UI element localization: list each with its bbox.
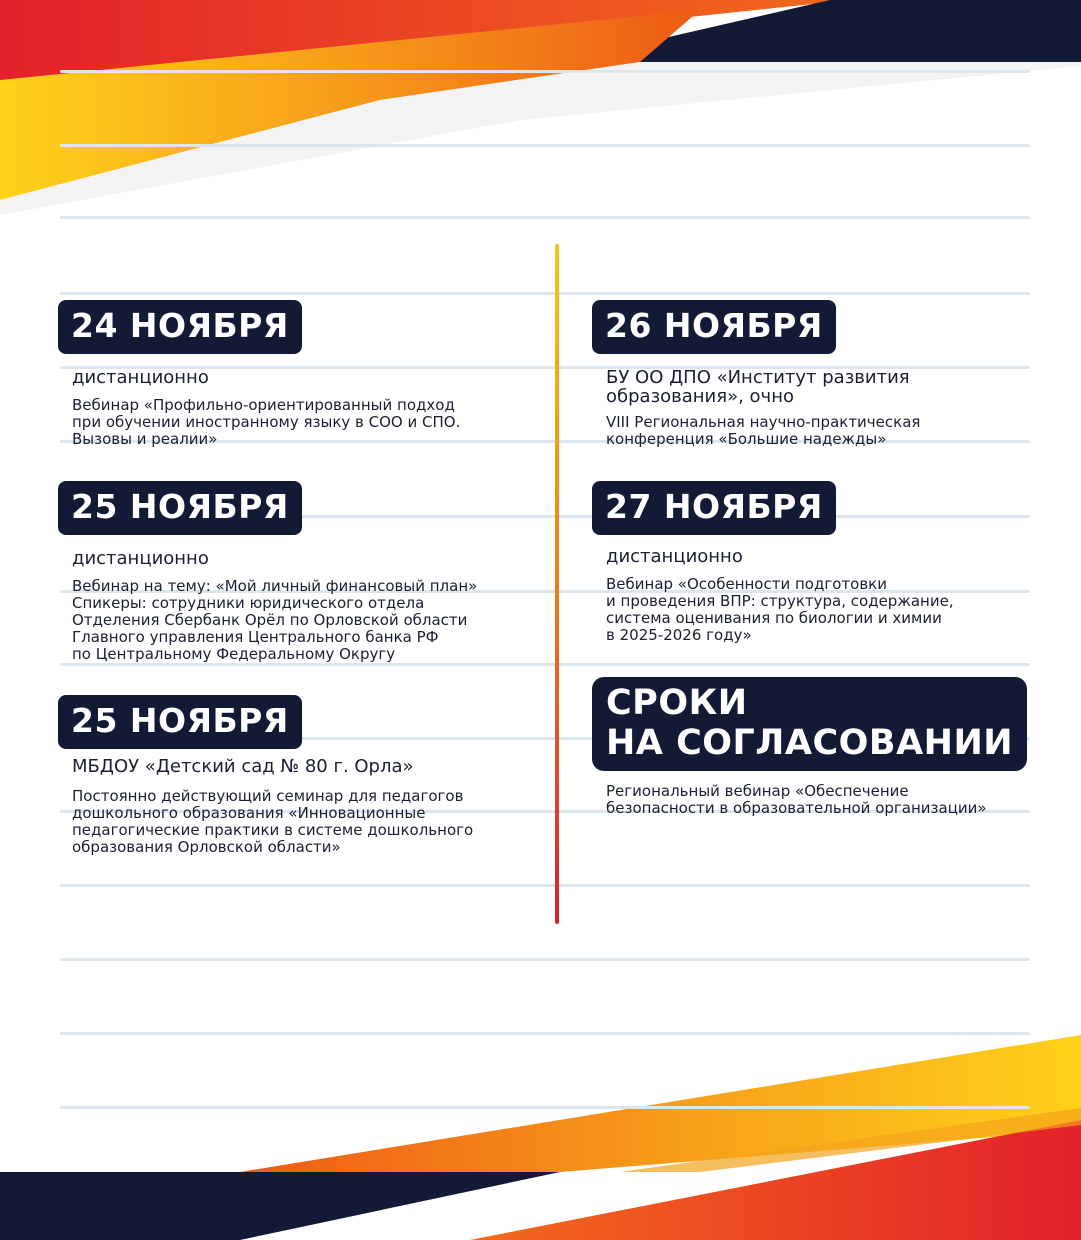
event-description: VIII Региональная научно-практическая конференция «Большие надежды» [606,413,921,448]
ruled-line [60,1032,1030,1035]
ruled-line [60,1106,1030,1109]
event-card [58,481,548,663]
event-place: дистанционно [72,367,209,388]
event-description: Региональный вебинар «Обеспечение безопасности в образовательной организации» [606,782,987,817]
event-card [592,677,1072,817]
ruled-line [60,144,1030,147]
event-description: Вебинар «Особенности подготовки и проведения ВПР: структура, содержание, система оценивания по биологии и химии в 2025-2026 году» [606,575,954,644]
pending-dates-badge: СРОКИ НА СОГЛАСОВАНИИ [592,677,1027,771]
event-description: Вебинар на тему: «Мой личный финансовый план» Спикеры: сотрудники юридического отдела Отделения Сбербанк Орёл по Орловской области Главного управления Центрального банка РФ по Центральному Федеральному Округу [72,577,478,663]
ruled-line [60,958,1030,961]
ruled-line [60,884,1030,887]
date-badge: 25 НОЯБРЯ [58,695,302,749]
event-place: дистанционно [606,546,743,567]
date-badge: 25 НОЯБРЯ [58,481,302,535]
event-card [58,300,548,448]
timeline-divider [555,244,559,924]
event-place: дистанционно [72,548,209,569]
ruled-line [60,663,1030,666]
event-card [58,695,548,856]
event-card [592,481,1072,644]
ruled-line [60,70,1030,73]
event-place: БУ ОО ДПО «Институт развития образования», очно [606,367,910,407]
ruled-line [60,292,1030,295]
ruled-line [60,216,1030,219]
event-description: Вебинар «Профильно-ориентированный подход при обучении иностранному языку в СОО и СПО. Вызовы и реалии» [72,396,461,448]
event-place: МБДОУ «Детский сад № 80 г. Орла» [72,756,414,777]
date-badge: 24 НОЯБРЯ [58,300,302,354]
date-badge: 27 НОЯБРЯ [592,481,836,535]
event-card [592,300,1072,448]
event-description: Постоянно действующий семинар для педагогов дошкольного образования «Инновационные педагогические практики в системе дошкольного образования Орловской области» [72,787,474,856]
date-badge: 26 НОЯБРЯ [592,300,836,354]
